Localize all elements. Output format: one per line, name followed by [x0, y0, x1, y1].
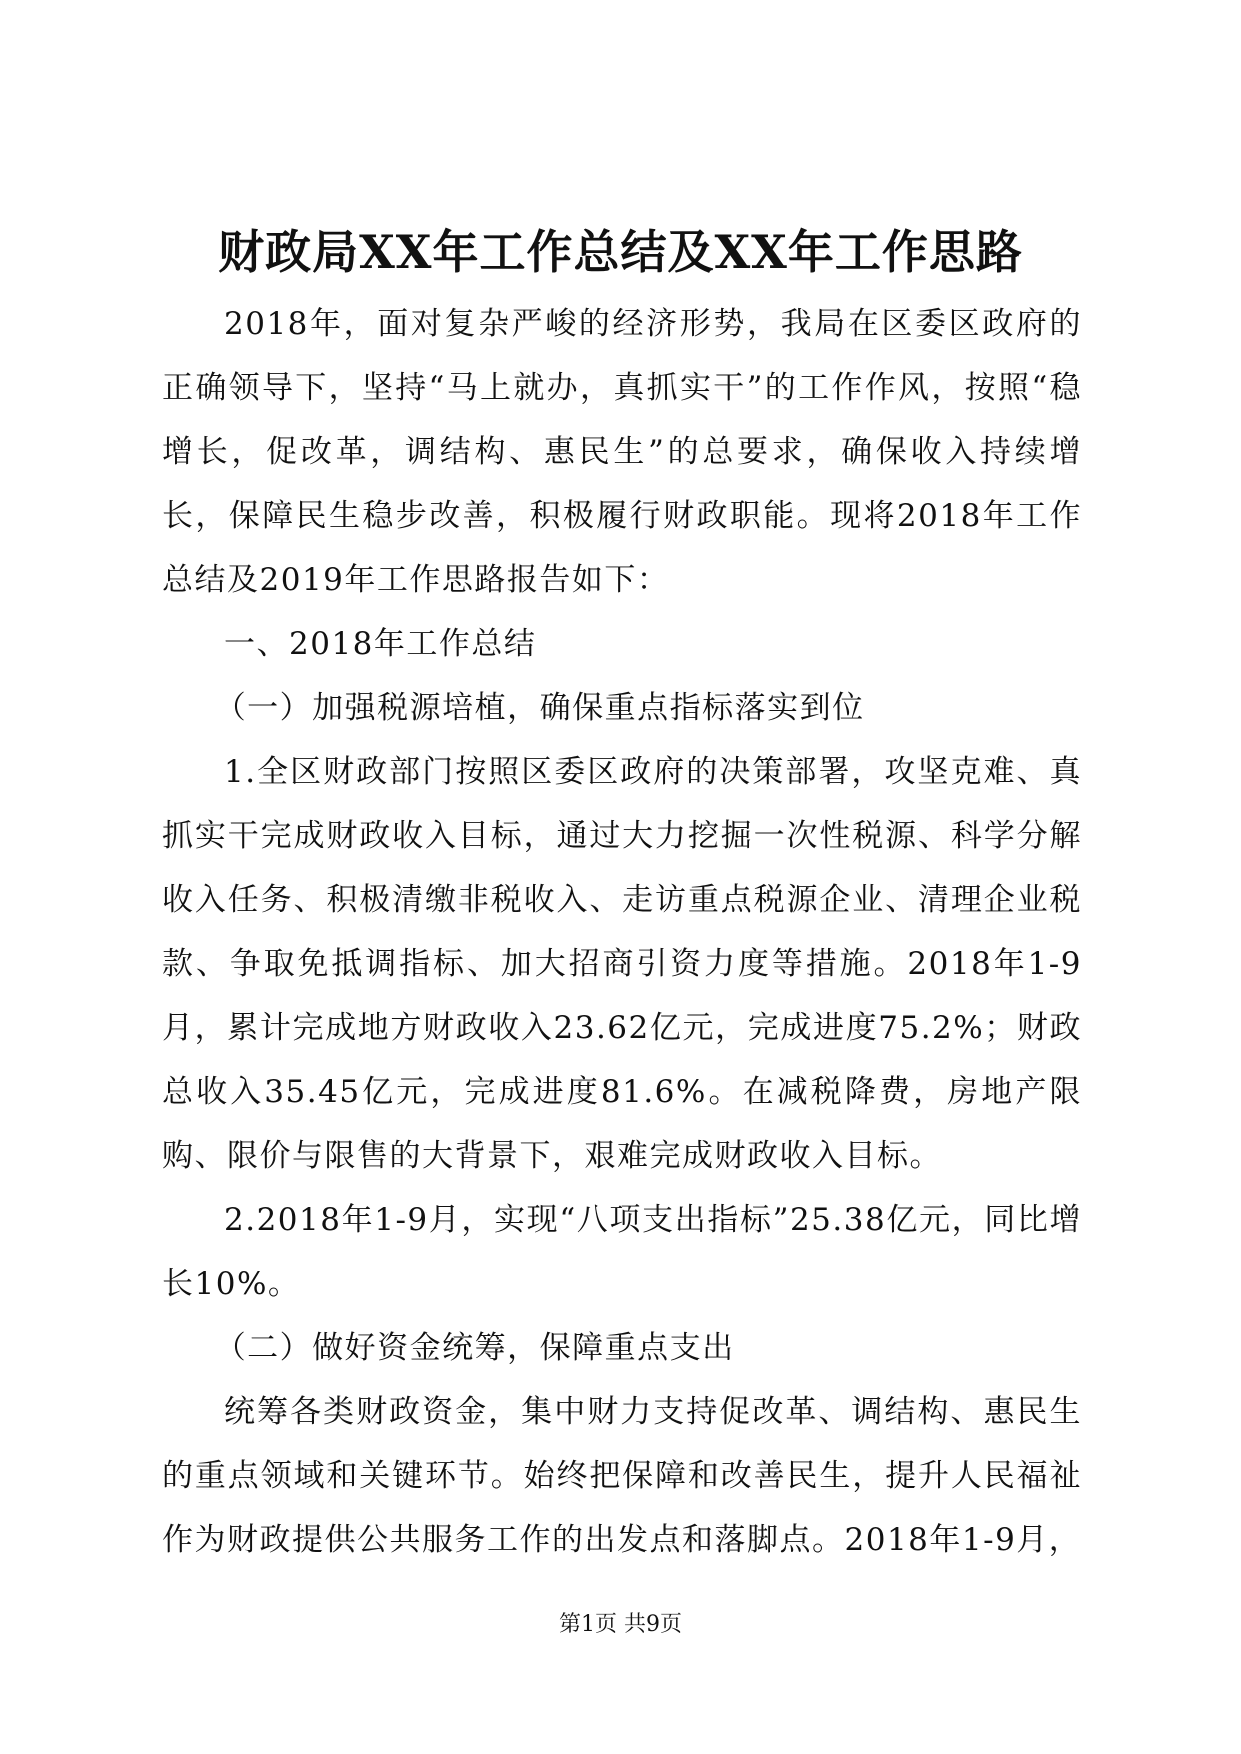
document-title: 财政局XX年工作总结及XX年工作思路 [218, 225, 1023, 279]
page-footer: 第1页 共9页 [559, 1612, 682, 1637]
document-body [162, 292, 1082, 1572]
paragraph-funds: 统筹各类财政资金，集中财力支持促改革、调结构、惠民生的重点领域和关键环节。始终把保障和改善民生，提升人民福祉作为财政提供公共服务工作的出发点和落脚点。2018年1-9月， [162, 1394, 1082, 1558]
intro-paragraph: 2018年，面对复杂严峻的经济形势，我局在区委区政府的正确领导下，坚持“马上就办，真抓实干”的工作作风，按照“稳增长，促改革，调结构、惠民生”的总要求，确保收入持续增长，保障民生稳步改善，积极履行财政职能。现将2018年工作总结及2019年工作思路报告如下： [162, 306, 1082, 598]
paragraph-item-1: 1.全区财政部门按照区委区政府的决策部署，攻坚克难、真抓实干完成财政收入目标，通过大力挖掘一次性税源、科学分解收入任务、积极清缴非税收入、走访重点税源企业、清理企业税款、争取免抵调指标、加大招商引资力度等措施。2018年1-9月，累计完成地方财政收入23.62亿元，完成进度75.2%；财政总收入35.45亿元，完成进度81.6%。在减税降费，房地产限购、限价与限售的大背景下，艰难完成财政收入目标。 [162, 754, 1082, 1174]
subsection-heading-2: （二）做好资金统筹，保障重点支出 [214, 1330, 735, 1366]
section-heading: 一、2018年工作总结 [224, 626, 537, 662]
paragraph-item-2: 2.2018年1-9月，实现“八项支出指标”25.38亿元，同比增长10%。 [162, 1202, 1082, 1302]
subsection-heading-1: （一）加强税源培植，确保重点指标落实到位 [214, 690, 865, 726]
